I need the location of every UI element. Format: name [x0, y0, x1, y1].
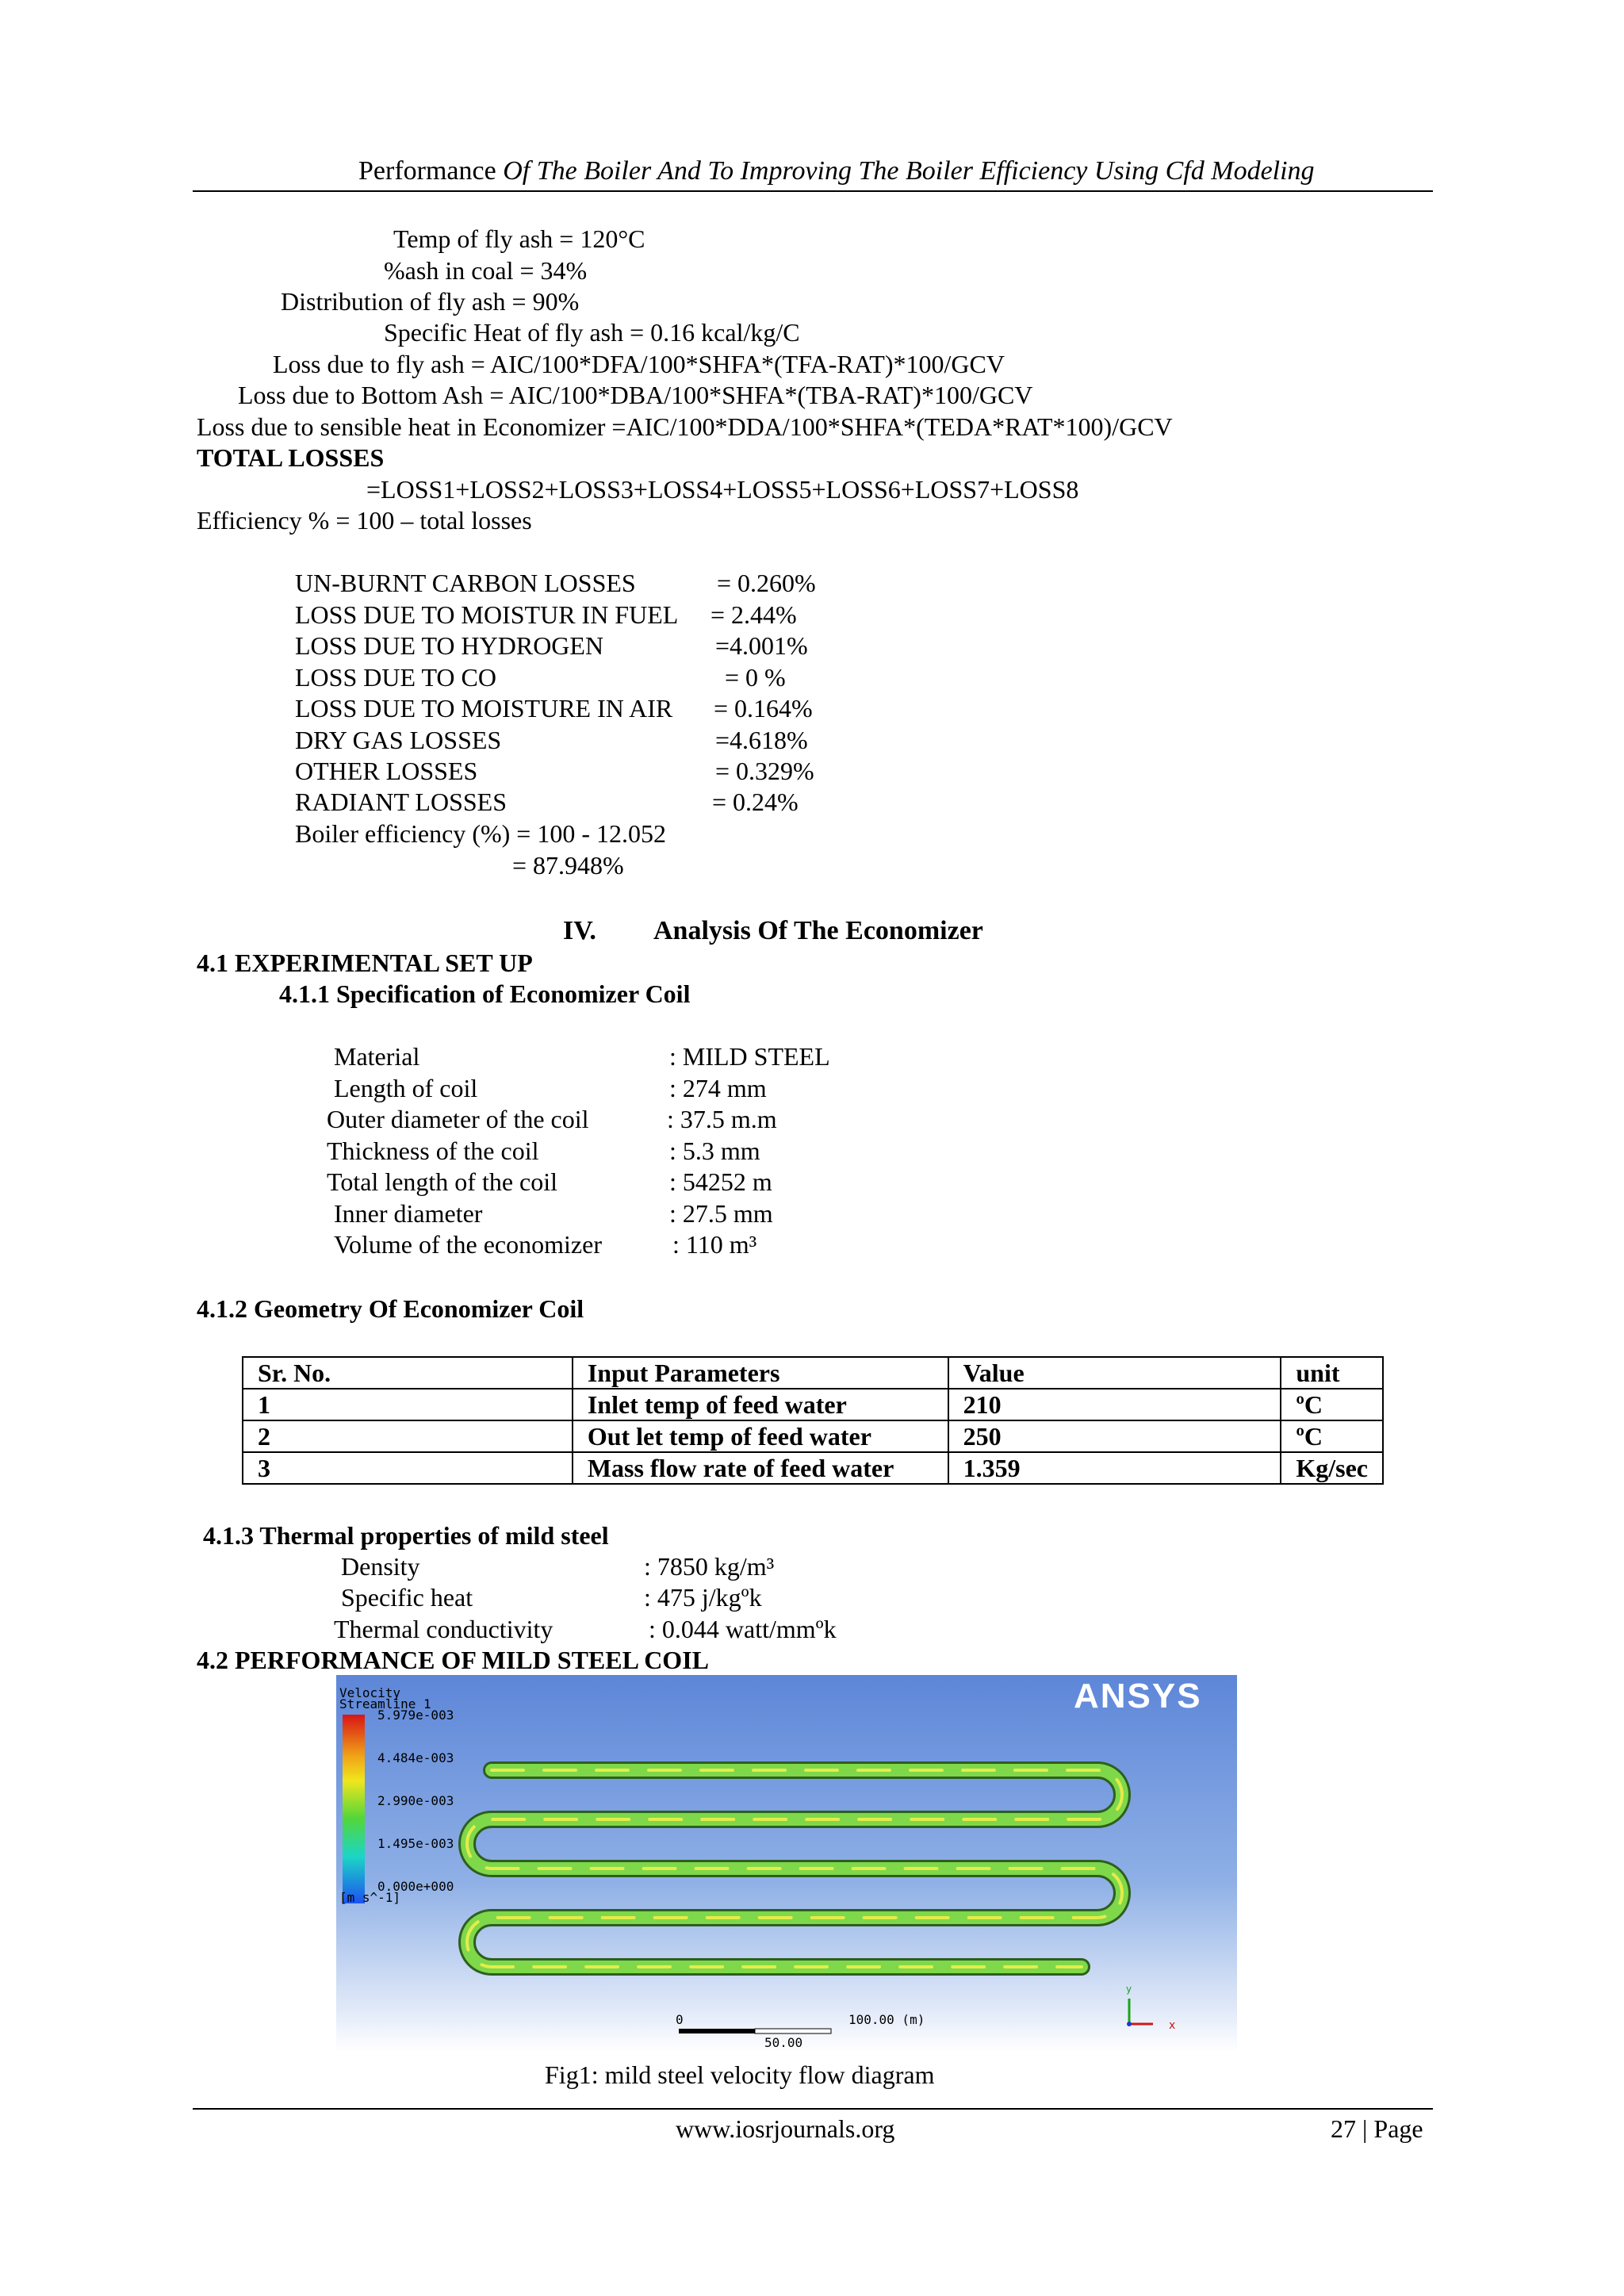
- scale-mid: 50.00: [764, 2035, 803, 2050]
- legend-unit: [m s^-1]: [339, 1890, 401, 1905]
- loss-label: LOSS DUE TO MOISTUR IN FUEL: [295, 600, 679, 629]
- spec-value: : 5.3 mm: [669, 1137, 760, 1165]
- geometry-table: [242, 1356, 1384, 1485]
- page-number: 27 | Page: [1331, 2114, 1423, 2143]
- header-rule: [193, 190, 1433, 192]
- boiler-efficiency-line2: = 87.948%: [512, 851, 624, 880]
- loss-label: OTHER LOSSES: [295, 757, 478, 785]
- footer-rule: [193, 2108, 1433, 2110]
- header-title-plain: Performance: [358, 156, 504, 186]
- thermal-label: Specific heat: [341, 1583, 473, 1612]
- legend-title: Velocity: [339, 1685, 401, 1700]
- total-losses-heading: TOTAL LOSSES: [197, 443, 385, 472]
- formula-line: Temp of fly ash = 120°C: [393, 224, 645, 253]
- table-header-cell: Input Parameters: [573, 1357, 948, 1389]
- performance-heading: 4.2 PERFORMANCE OF MILD STEEL COIL: [197, 1646, 709, 1674]
- formula-line: %ash in coal = 34%: [384, 256, 588, 285]
- svg-text:y: y: [1126, 1984, 1132, 1995]
- thermal-value: : 475 j/kgºk: [644, 1583, 762, 1612]
- table-cell: 3: [243, 1452, 573, 1484]
- loss-value: = 2.44%: [710, 600, 797, 629]
- loss-value: = 0.24%: [712, 788, 799, 816]
- svg-text:x: x: [1169, 2019, 1176, 2032]
- thermal-label: Density: [341, 1552, 420, 1581]
- table-cell: Kg/sec: [1281, 1452, 1383, 1484]
- table-cell: 250: [948, 1420, 1281, 1452]
- thermal-label: Thermal conductivity: [334, 1615, 553, 1643]
- table-cell: Mass flow rate of feed water: [573, 1452, 948, 1484]
- loss-label: RADIANT LOSSES: [295, 788, 507, 816]
- legend-value: 1.495e-003: [377, 1836, 454, 1851]
- spec-value: : 27.5 mm: [669, 1199, 773, 1228]
- table-header-row: [243, 1357, 1383, 1389]
- section-title: Analysis Of The Economizer: [653, 916, 983, 945]
- table-row: [243, 1452, 1383, 1484]
- cfd-velocity-figure: [336, 1675, 1237, 2052]
- spec-label: Thickness of the coil: [327, 1137, 539, 1165]
- table-row: [243, 1420, 1383, 1452]
- spec-value: : MILD STEEL: [669, 1042, 830, 1071]
- table-cell: 210: [948, 1389, 1281, 1420]
- thermal-value: : 7850 kg/m³: [644, 1552, 775, 1581]
- loss-value: = 0 %: [725, 663, 786, 692]
- running-header: [358, 155, 1315, 187]
- formula-line: Loss due to Bottom Ash = AIC/100*DBA/100*SHFA*(TBA-RAT)*100/GCV: [238, 381, 1033, 409]
- table-cell: ºC: [1281, 1420, 1383, 1452]
- thermal-value: : 0.044 watt/mmºk: [649, 1615, 837, 1643]
- formula-line: Loss due to fly ash = AIC/100*DFA/100*SHFA*(TFA-RAT)*100/GCV: [273, 350, 1005, 378]
- spec-value: : 274 mm: [669, 1074, 767, 1102]
- loss-label: LOSS DUE TO MOISTURE IN AIR: [295, 694, 673, 723]
- total-losses-formula: =LOSS1+LOSS2+LOSS3+LOSS4+LOSS5+LOSS6+LOSS7+LOSS8: [366, 475, 1079, 504]
- legend-value: 0.000e+000: [377, 1879, 454, 1894]
- subsection-heading: 4.1 EXPERIMENTAL SET UP: [197, 949, 533, 977]
- coil-streamlines: [336, 1675, 1237, 2052]
- loss-value: = 0.164%: [714, 694, 813, 723]
- formula-line: Distribution of fly ash = 90%: [281, 287, 580, 316]
- geometry-heading: 4.1.2 Geometry Of Economizer Coil: [197, 1294, 584, 1323]
- table-cell: 1.359: [948, 1452, 1281, 1484]
- loss-label: LOSS DUE TO CO: [295, 663, 496, 692]
- loss-value: = 0.329%: [715, 757, 814, 785]
- subsubsection-heading: 4.1.1 Specification of Economizer Coil: [279, 979, 691, 1008]
- spec-label: Material: [334, 1042, 420, 1071]
- loss-label: UN-BURNT CARBON LOSSES: [295, 569, 636, 597]
- spec-value: : 54252 m: [669, 1167, 772, 1196]
- table-cell: Out let temp of feed water: [573, 1420, 948, 1452]
- efficiency-formula: Efficiency % = 100 – total losses: [197, 506, 532, 535]
- section-number: IV.: [563, 916, 596, 945]
- loss-value: =4.001%: [715, 631, 808, 660]
- table-cell: 2: [243, 1420, 573, 1452]
- legend-value: 5.979e-003: [377, 1708, 454, 1723]
- spec-label: Volume of the economizer: [334, 1230, 602, 1259]
- ansys-logo: ANSYS: [1074, 1677, 1202, 1715]
- loss-value: = 0.260%: [717, 569, 816, 597]
- figure-caption: Fig1: mild steel velocity flow diagram: [545, 2060, 935, 2089]
- footer-url: www.iosrjournals.org: [676, 2114, 895, 2143]
- table-cell: ºC: [1281, 1389, 1383, 1420]
- scale-zero: 0: [676, 2012, 684, 2027]
- table-header-cell: Sr. No.: [243, 1357, 573, 1389]
- formula-line: Loss due to sensible heat in Economizer =AIC/100*DDA/100*SHFA*(TEDA*RAT*100)/GCV: [197, 412, 1173, 441]
- table-cell: 1: [243, 1389, 573, 1420]
- spec-value: : 37.5 m.m: [667, 1105, 777, 1133]
- spec-label: Length of coil: [334, 1074, 478, 1102]
- table-header-cell: Value: [948, 1357, 1281, 1389]
- spec-value: : 110 m³: [672, 1230, 757, 1259]
- formula-line: Specific Heat of fly ash = 0.16 kcal/kg/C: [384, 318, 800, 347]
- loss-label: DRY GAS LOSSES: [295, 726, 502, 754]
- table-cell: Inlet temp of feed water: [573, 1389, 948, 1420]
- axis-triad-icon: [1126, 1984, 1175, 2032]
- legend-value: 2.990e-003: [377, 1793, 454, 1808]
- legend-subtitle: Streamline 1: [339, 1696, 431, 1711]
- boiler-efficiency-line1: Boiler efficiency (%) = 100 - 12.052: [295, 819, 666, 848]
- scale-bar: [679, 2029, 831, 2033]
- table-row: [243, 1389, 1383, 1420]
- table-header-cell: unit: [1281, 1357, 1383, 1389]
- scale-end: 100.00 (m): [848, 2012, 925, 2027]
- loss-value: =4.618%: [715, 726, 808, 754]
- spec-label: Inner diameter: [334, 1199, 483, 1228]
- loss-label: LOSS DUE TO HYDROGEN: [295, 631, 604, 660]
- thermal-heading: 4.1.3 Thermal properties of mild steel: [203, 1521, 609, 1550]
- spec-label: Total length of the coil: [327, 1167, 558, 1196]
- legend-value: 4.484e-003: [377, 1750, 454, 1765]
- spec-label: Outer diameter of the coil: [327, 1105, 589, 1133]
- header-title-italic: Of The Boiler And To Improving The Boiler Efficiency Using Cfd Modeling: [503, 156, 1315, 186]
